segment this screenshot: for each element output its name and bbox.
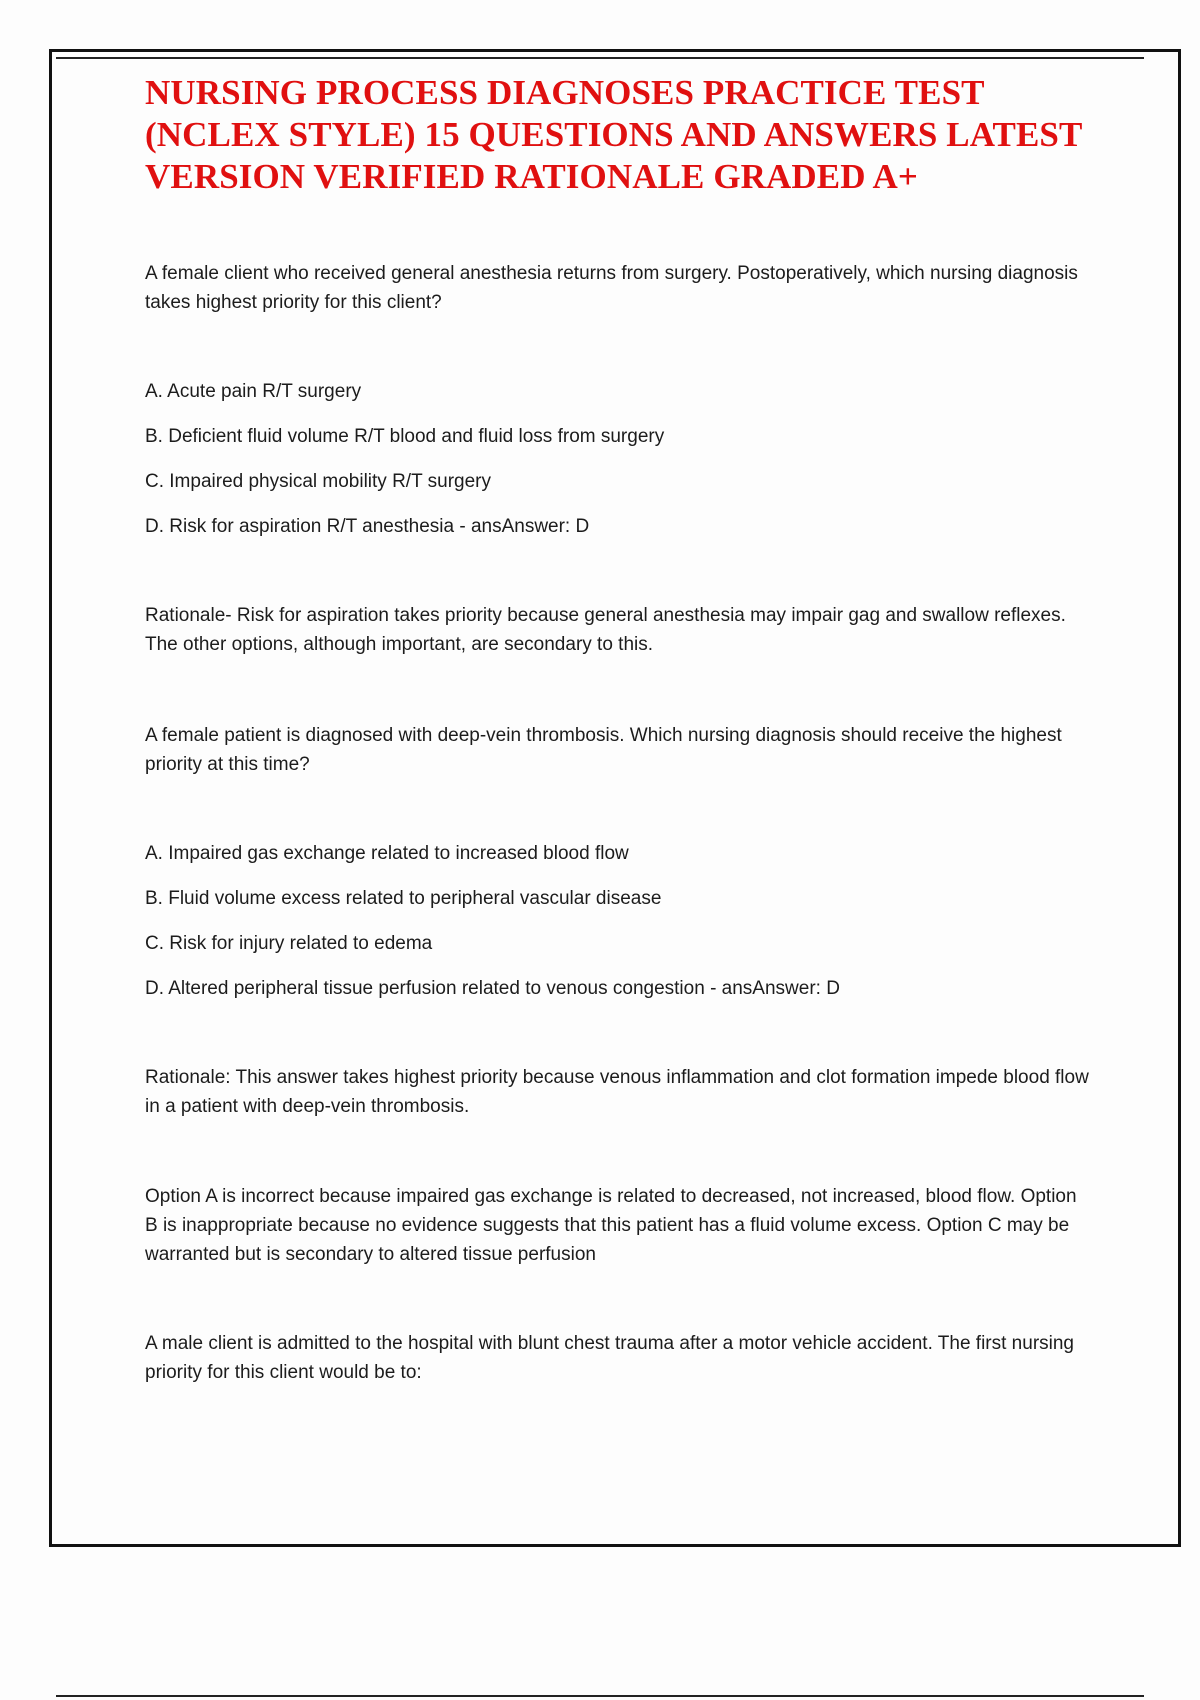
question-2-option-c: C. Risk for injury related to edema	[145, 933, 433, 954]
document-body	[145, 72, 1090, 1387]
question-3-stem: A male client is admitted to the hospital with blunt chest trauma after a motor vehicle accident. The first nursing priority for this client would be to:	[145, 1333, 1074, 1383]
question-1-option-c: C. Impaired physical mobility R/T surgery	[145, 471, 491, 492]
question-2-stem: A female patient is diagnosed with deep-vein thrombosis. Which nursing diagnosis should receive the highest priority at this time?	[145, 725, 1062, 775]
top-divider	[56, 57, 1144, 59]
question-1-options	[145, 377, 1090, 541]
question-2-explanation: Option A is incorrect because impaired gas exchange is related to decreased, not increased, blood flow. Option B is inappropriate because no evidence suggests that this patient has a fluid volume excess. Option C may be warranted but is secondary to altered tissue perfusion	[145, 1186, 1077, 1265]
question-1-option-a: A. Acute pain R/T surgery	[145, 381, 362, 402]
question-1-option-d: D. Risk for aspiration R/T anesthesia - ansAnswer: D	[145, 516, 590, 537]
question-1-option-b: B. Deficient fluid volume R/T blood and fluid loss from surgery	[145, 426, 665, 447]
question-2-options	[145, 839, 1090, 1003]
question-2-option-a: A. Impaired gas exchange related to increased blood flow	[145, 843, 629, 864]
question-1-rationale: Rationale- Risk for aspiration takes priority because general anesthesia may impair gag and swallow reflexes. The other options, although important, are secondary to this.	[145, 605, 1066, 655]
bottom-divider	[56, 1695, 1144, 1697]
question-1-stem: A female client who received general anesthesia returns from surgery. Postoperatively, which nursing diagnosis takes highest priority for this client?	[145, 263, 1078, 313]
question-2-option-b: B. Fluid volume excess related to peripheral vascular disease	[145, 888, 662, 909]
question-2-rationale: Rationale: This answer takes highest priority because venous inflammation and clot formation impede blood flow in a patient with deep-vein thrombosis.	[145, 1067, 1089, 1117]
question-2-option-d: D. Altered peripheral tissue perfusion related to venous congestion - ansAnswer: D	[145, 978, 840, 999]
document-title: NURSING PROCESS DIAGNOSES PRACTICE TEST (NCLEX STYLE) 15 QUESTIONS AND ANSWERS LATEST VERSION VERIFIED RATIONALE GRADED A+	[145, 73, 1082, 196]
